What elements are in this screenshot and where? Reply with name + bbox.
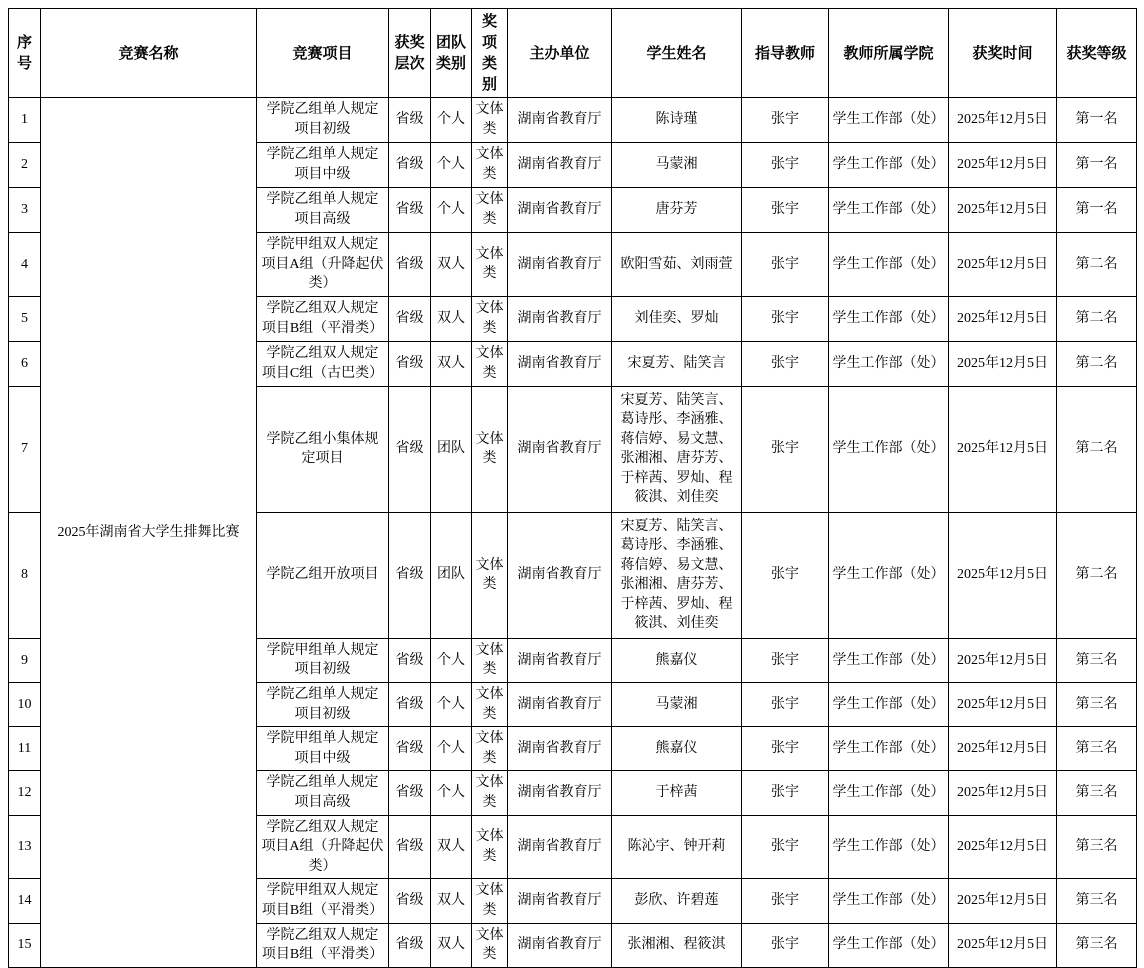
cell-award-rank: 第一名 — [1057, 98, 1137, 143]
cell-award-level: 省级 — [389, 771, 431, 815]
cell-project: 学院甲组双人规定项目A组（升降起伏类） — [257, 233, 389, 297]
cell-award-rank: 第三名 — [1057, 638, 1137, 682]
cell-award-category: 文体类 — [472, 638, 508, 682]
cell-award-date: 2025年12月5日 — [949, 386, 1057, 512]
cell-award-level: 省级 — [389, 386, 431, 512]
cell-award-category: 文体类 — [472, 815, 508, 879]
cell-award-level: 省级 — [389, 341, 431, 386]
cell-award-date: 2025年12月5日 — [949, 638, 1057, 682]
table-header — [9, 9, 1137, 98]
cell-organizer: 湖南省教育厅 — [508, 98, 612, 143]
column-header-award-date: 获奖时间 — [949, 9, 1057, 98]
cell-award-date: 2025年12月5日 — [949, 341, 1057, 386]
cell-students: 宋夏芳、陆笑言、葛诗彤、李涵雅、蒋信婷、易文慧、张湘湘、唐芬芳、于梓茜、罗灿、程筱淇、刘佳奕 — [612, 512, 742, 638]
cell-award-category: 文体类 — [472, 727, 508, 771]
cell-award-level: 省级 — [389, 296, 431, 341]
cell-award-rank: 第二名 — [1057, 233, 1137, 297]
cell-project: 学院乙组小集体规定项目 — [257, 386, 389, 512]
table-row — [9, 98, 1137, 143]
cell-award-date: 2025年12月5日 — [949, 512, 1057, 638]
cell-advisor: 张宇 — [742, 143, 829, 188]
column-header-students: 学生姓名 — [612, 9, 742, 98]
cell-award-level: 省级 — [389, 879, 431, 923]
cell-serial: 4 — [9, 233, 41, 297]
cell-project: 学院甲组单人规定项目中级 — [257, 727, 389, 771]
column-header-award-rank: 获奖等级 — [1057, 9, 1137, 98]
cell-serial: 1 — [9, 98, 41, 143]
cell-team-type: 双人 — [431, 233, 472, 297]
cell-award-date: 2025年12月5日 — [949, 879, 1057, 923]
cell-college: 学生工作部（处） — [829, 638, 949, 682]
cell-award-rank: 第一名 — [1057, 143, 1137, 188]
cell-organizer: 湖南省教育厅 — [508, 341, 612, 386]
cell-award-rank: 第三名 — [1057, 815, 1137, 879]
cell-advisor: 张宇 — [742, 682, 829, 726]
cell-serial: 7 — [9, 386, 41, 512]
cell-advisor: 张宇 — [742, 296, 829, 341]
cell-advisor: 张宇 — [742, 341, 829, 386]
cell-students: 陈诗瑾 — [612, 98, 742, 143]
cell-award-rank: 第三名 — [1057, 727, 1137, 771]
cell-project: 学院乙组单人规定项目中级 — [257, 143, 389, 188]
cell-organizer: 湖南省教育厅 — [508, 296, 612, 341]
cell-competition-name: 2025年湖南省大学生排舞比赛 — [41, 98, 257, 968]
cell-advisor: 张宇 — [742, 815, 829, 879]
cell-students: 张湘湘、程筱淇 — [612, 923, 742, 967]
cell-students: 欧阳雪茹、刘雨萱 — [612, 233, 742, 297]
cell-college: 学生工作部（处） — [829, 771, 949, 815]
cell-project: 学院乙组开放项目 — [257, 512, 389, 638]
cell-serial: 11 — [9, 727, 41, 771]
cell-team-type: 个人 — [431, 143, 472, 188]
cell-award-category: 文体类 — [472, 923, 508, 967]
column-header-advisor: 指导教师 — [742, 9, 829, 98]
cell-award-level: 省级 — [389, 143, 431, 188]
cell-team-type: 个人 — [431, 638, 472, 682]
cell-award-category: 文体类 — [472, 233, 508, 297]
cell-team-type: 个人 — [431, 727, 472, 771]
cell-award-rank: 第二名 — [1057, 341, 1137, 386]
cell-award-date: 2025年12月5日 — [949, 143, 1057, 188]
cell-organizer: 湖南省教育厅 — [508, 143, 612, 188]
cell-students: 于梓茜 — [612, 771, 742, 815]
cell-advisor: 张宇 — [742, 188, 829, 233]
cell-team-type: 双人 — [431, 296, 472, 341]
cell-project: 学院乙组单人规定项目初级 — [257, 98, 389, 143]
cell-award-level: 省级 — [389, 188, 431, 233]
column-header-project: 竞赛项目 — [257, 9, 389, 98]
cell-advisor: 张宇 — [742, 386, 829, 512]
cell-advisor: 张宇 — [742, 233, 829, 297]
column-header-award-level: 获奖层次 — [389, 9, 431, 98]
cell-organizer: 湖南省教育厅 — [508, 923, 612, 967]
cell-team-type: 双人 — [431, 879, 472, 923]
cell-organizer: 湖南省教育厅 — [508, 771, 612, 815]
cell-advisor: 张宇 — [742, 638, 829, 682]
cell-college: 学生工作部（处） — [829, 815, 949, 879]
cell-award-category: 文体类 — [472, 386, 508, 512]
cell-team-type: 个人 — [431, 682, 472, 726]
cell-serial: 13 — [9, 815, 41, 879]
cell-students: 马蒙湘 — [612, 682, 742, 726]
cell-project: 学院甲组双人规定项目B组（平滑类） — [257, 879, 389, 923]
cell-team-type: 个人 — [431, 98, 472, 143]
cell-award-level: 省级 — [389, 512, 431, 638]
cell-award-rank: 第二名 — [1057, 296, 1137, 341]
cell-award-date: 2025年12月5日 — [949, 815, 1057, 879]
cell-serial: 12 — [9, 771, 41, 815]
cell-organizer: 湖南省教育厅 — [508, 233, 612, 297]
cell-project: 学院乙组双人规定项目C组（古巴类） — [257, 341, 389, 386]
cell-project: 学院乙组双人规定项目B组（平滑类） — [257, 923, 389, 967]
cell-organizer: 湖南省教育厅 — [508, 512, 612, 638]
cell-advisor: 张宇 — [742, 771, 829, 815]
cell-award-category: 文体类 — [472, 143, 508, 188]
column-header-serial: 序号 — [9, 9, 41, 98]
cell-students: 宋夏芳、陆笑言、葛诗彤、李涵雅、蒋信婷、易文慧、张湘湘、唐芬芳、于梓茜、罗灿、程筱淇、刘佳奕 — [612, 386, 742, 512]
cell-award-level: 省级 — [389, 815, 431, 879]
column-header-team-type: 团队类别 — [431, 9, 472, 98]
cell-team-type: 双人 — [431, 341, 472, 386]
cell-college: 学生工作部（处） — [829, 188, 949, 233]
cell-serial: 6 — [9, 341, 41, 386]
cell-project: 学院乙组单人规定项目高级 — [257, 771, 389, 815]
cell-award-date: 2025年12月5日 — [949, 771, 1057, 815]
cell-college: 学生工作部（处） — [829, 296, 949, 341]
column-header-organizer: 主办单位 — [508, 9, 612, 98]
cell-college: 学生工作部（处） — [829, 682, 949, 726]
cell-advisor: 张宇 — [742, 98, 829, 143]
cell-organizer: 湖南省教育厅 — [508, 386, 612, 512]
cell-award-category: 文体类 — [472, 188, 508, 233]
table-body — [9, 98, 1137, 968]
header-row — [9, 9, 1137, 98]
cell-serial: 8 — [9, 512, 41, 638]
cell-award-category: 文体类 — [472, 296, 508, 341]
cell-organizer: 湖南省教育厅 — [508, 727, 612, 771]
cell-serial: 2 — [9, 143, 41, 188]
cell-advisor: 张宇 — [742, 923, 829, 967]
cell-award-rank: 第三名 — [1057, 923, 1137, 967]
cell-organizer: 湖南省教育厅 — [508, 879, 612, 923]
cell-serial: 15 — [9, 923, 41, 967]
cell-project: 学院乙组双人规定项目B组（平滑类） — [257, 296, 389, 341]
cell-organizer: 湖南省教育厅 — [508, 815, 612, 879]
cell-college: 学生工作部（处） — [829, 923, 949, 967]
cell-award-date: 2025年12月5日 — [949, 682, 1057, 726]
cell-organizer: 湖南省教育厅 — [508, 682, 612, 726]
cell-advisor: 张宇 — [742, 512, 829, 638]
cell-award-date: 2025年12月5日 — [949, 923, 1057, 967]
cell-team-type: 团队 — [431, 386, 472, 512]
column-header-college: 教师所属学院 — [829, 9, 949, 98]
cell-award-level: 省级 — [389, 727, 431, 771]
cell-team-type: 个人 — [431, 771, 472, 815]
cell-award-category: 文体类 — [472, 682, 508, 726]
cell-students: 陈沁宇、钟开莉 — [612, 815, 742, 879]
cell-students: 彭欣、许碧莲 — [612, 879, 742, 923]
column-header-competition-name: 竞赛名称 — [41, 9, 257, 98]
cell-college: 学生工作部（处） — [829, 727, 949, 771]
column-header-award-category: 奖项类别 — [472, 9, 508, 98]
cell-college: 学生工作部（处） — [829, 879, 949, 923]
cell-college: 学生工作部（处） — [829, 386, 949, 512]
cell-advisor: 张宇 — [742, 879, 829, 923]
cell-award-date: 2025年12月5日 — [949, 98, 1057, 143]
cell-project: 学院乙组单人规定项目初级 — [257, 682, 389, 726]
cell-project: 学院乙组单人规定项目高级 — [257, 188, 389, 233]
award-table — [8, 8, 1137, 968]
cell-students: 熊嘉仪 — [612, 727, 742, 771]
cell-organizer: 湖南省教育厅 — [508, 638, 612, 682]
cell-project: 学院甲组单人规定项目初级 — [257, 638, 389, 682]
cell-college: 学生工作部（处） — [829, 143, 949, 188]
cell-award-category: 文体类 — [472, 98, 508, 143]
cell-award-rank: 第三名 — [1057, 682, 1137, 726]
cell-college: 学生工作部（处） — [829, 341, 949, 386]
cell-serial: 3 — [9, 188, 41, 233]
cell-award-rank: 第一名 — [1057, 188, 1137, 233]
cell-award-rank: 第二名 — [1057, 386, 1137, 512]
cell-award-level: 省级 — [389, 638, 431, 682]
cell-award-category: 文体类 — [472, 341, 508, 386]
cell-advisor: 张宇 — [742, 727, 829, 771]
cell-students: 宋夏芳、陆笑言 — [612, 341, 742, 386]
cell-college: 学生工作部（处） — [829, 512, 949, 638]
cell-award-level: 省级 — [389, 682, 431, 726]
cell-organizer: 湖南省教育厅 — [508, 188, 612, 233]
cell-team-type: 双人 — [431, 815, 472, 879]
cell-team-type: 团队 — [431, 512, 472, 638]
cell-award-date: 2025年12月5日 — [949, 188, 1057, 233]
cell-college: 学生工作部（处） — [829, 233, 949, 297]
cell-award-date: 2025年12月5日 — [949, 727, 1057, 771]
cell-award-rank: 第三名 — [1057, 771, 1137, 815]
cell-serial: 5 — [9, 296, 41, 341]
cell-students: 马蒙湘 — [612, 143, 742, 188]
cell-award-level: 省级 — [389, 98, 431, 143]
cell-students: 唐芬芳 — [612, 188, 742, 233]
cell-award-rank: 第二名 — [1057, 512, 1137, 638]
cell-serial: 14 — [9, 879, 41, 923]
cell-students: 熊嘉仪 — [612, 638, 742, 682]
cell-award-date: 2025年12月5日 — [949, 233, 1057, 297]
cell-college: 学生工作部（处） — [829, 98, 949, 143]
cell-serial: 10 — [9, 682, 41, 726]
cell-award-category: 文体类 — [472, 771, 508, 815]
cell-team-type: 个人 — [431, 188, 472, 233]
cell-award-level: 省级 — [389, 233, 431, 297]
cell-serial: 9 — [9, 638, 41, 682]
cell-project: 学院乙组双人规定项目A组（升降起伏类） — [257, 815, 389, 879]
cell-award-date: 2025年12月5日 — [949, 296, 1057, 341]
cell-award-category: 文体类 — [472, 512, 508, 638]
cell-award-rank: 第三名 — [1057, 879, 1137, 923]
cell-students: 刘佳奕、罗灿 — [612, 296, 742, 341]
cell-award-level: 省级 — [389, 923, 431, 967]
cell-team-type: 双人 — [431, 923, 472, 967]
cell-award-category: 文体类 — [472, 879, 508, 923]
